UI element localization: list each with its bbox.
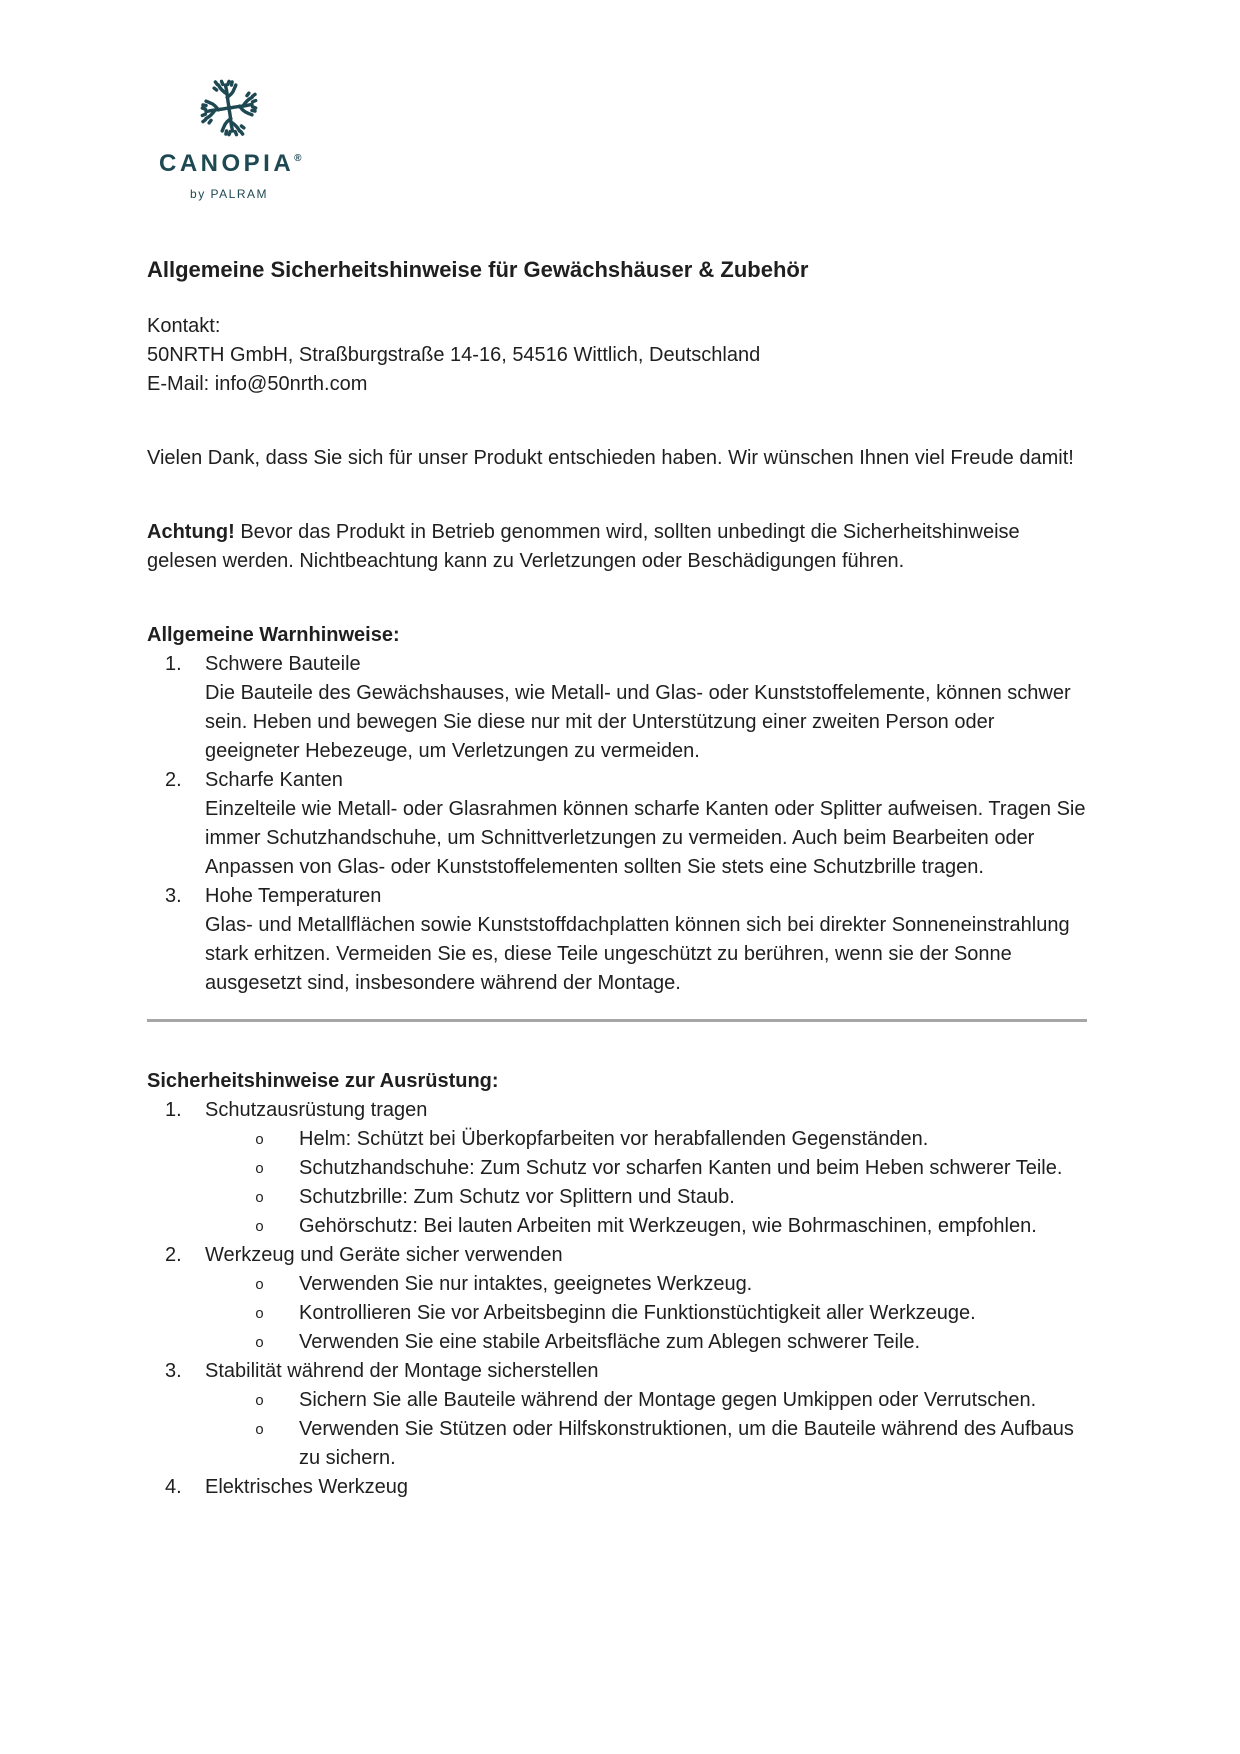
sub-list-item [205,1299,1087,1328]
circle-bullet-icon: o [255,1132,265,1149]
list-item-title: Elektrisches Werkzeug [205,1476,409,1498]
sections [147,621,1087,1502]
list-item-number: 1. [165,653,182,675]
sub-list-item-text: Verwenden Sie Stützen oder Hilfskonstruktionen, um die Bauteile während des Aufbaus zu sichern. [299,1418,1074,1469]
list-item-body: Einzelteile wie Metall- oder Glasrahmen können scharfe Kanten oder Splitter aufweisen. Tragen Sie immer Schutzhandschuhe, um Schnittverletzungen zu vermeiden. Auch beim Bearbeiten oder Anpassen von Glas- oder Kunststoffelementen sollten Sie stets eine Schutzbrille tragen. [205,798,1086,878]
sub-list-item [205,1270,1087,1299]
circle-bullet-icon: o [255,1161,265,1178]
sub-list-item-text: Schutzhandschuhe: Zum Schutz vor scharfen Kanten und beim Heben schwerer Teile. [299,1157,1063,1179]
sub-list-item [205,1154,1087,1183]
list-item-title: Stabilität während der Montage sicherstellen [205,1360,599,1382]
list-item [147,1357,1087,1473]
sub-list-item-text: Schutzbrille: Zum Schutz vor Splittern und Staub. [299,1186,735,1208]
sub-list-item [205,1183,1087,1212]
circle-bullet-icon: o [255,1335,265,1352]
circle-bullet-icon: o [255,1422,265,1439]
warning-label: Achtung! [147,521,235,543]
numbered-list [147,1096,1087,1502]
list-item-number: 4. [165,1476,182,1498]
list-item-number: 3. [165,1360,182,1382]
sub-list-item-text: Verwenden Sie eine stabile Arbeitsfläche zum Ablegen schwerer Teile. [299,1331,921,1353]
sub-list-item [205,1212,1087,1241]
circle-bullet-icon: o [255,1393,265,1410]
section-heading: Allgemeine Warnhinweise: [147,624,400,646]
registered-mark: ® [294,153,302,164]
list-item [147,1096,1087,1241]
contact-email: E-Mail: info@50nrth.com [147,373,368,395]
list-item-title: Schwere Bauteile [205,653,361,675]
list-item [147,650,1087,766]
brand-text: CANOPIA [159,150,295,177]
intro-paragraph: Vielen Dank, dass Sie sich für unser Produkt entschieden haben. Wir wünschen Ihnen viel Freude damit! [147,447,1074,469]
sub-list-item-text: Sichern Sie alle Bauteile während der Montage gegen Umkippen oder Verrutschen. [299,1389,1037,1411]
circle-bullet-icon: o [255,1190,265,1207]
sub-list-item [205,1328,1087,1357]
section-heading: Sicherheitshinweise zur Ausrüstung: [147,1070,499,1092]
list-item-number: 2. [165,1244,182,1266]
sub-list-item [205,1415,1087,1473]
numbered-list [147,650,1087,998]
sub-list-item [205,1386,1087,1415]
list-item-body: Die Bauteile des Gewächshauses, wie Metall- und Glas- oder Kunststoffelemente, können schwer sein. Heben und bewegen Sie diese nur mit der Unterstützung einer zweiten Person oder geeigneter Hebezeuge, um Verletzungen zu vermeiden. [205,682,1071,762]
brand-tagline: by PALRAM [190,187,268,201]
canopia-logo [159,76,302,209]
sub-list-item-text: Kontrollieren Sie vor Arbeitsbeginn die Funktionstüchtigkeit aller Werkzeuge. [299,1302,976,1324]
list-item-title: Hohe Temperaturen [205,885,382,907]
section-divider [147,1019,1087,1022]
list-item-number: 1. [165,1099,182,1121]
sub-list-item-text: Helm: Schützt bei Überkopfarbeiten vor herabfallenden Gegenständen. [299,1128,929,1150]
circle-bullet-icon: o [255,1219,265,1236]
list-item-number: 3. [165,885,182,907]
list-item [147,766,1087,882]
list-item [147,882,1087,998]
warning-paragraph [147,518,1087,576]
list-item-number: 2. [165,769,182,791]
list-item-body: Glas- und Metallflächen sowie Kunststoffdachplatten können sich bei direkter Sonneneinstrahlung stark erhitzen. Vermeiden Sie es, diese Teile ungeschützt zu berühren, wenn sie der Sonne ausgesetzt sind, insbesondere während der Montage. [205,914,1070,994]
canopia-tree-icon [198,76,260,140]
brand-name [159,144,302,178]
list-item-title: Scharfe Kanten [205,769,343,791]
sub-list-item-text: Gehörschutz: Bei lauten Arbeiten mit Werkzeugen, wie Bohrmaschinen, empfohlen. [299,1215,1037,1237]
sub-list-item-text: Verwenden Sie nur intaktes, geeignetes Werkzeug. [299,1273,753,1295]
circle-bullet-icon: o [255,1277,265,1294]
contact-label: Kontakt: [147,315,221,337]
contact-address: 50NRTH GmbH, Straßburgstraße 14-16, 54516 Wittlich, Deutschland [147,344,761,366]
list-item [147,1473,1087,1502]
list-item-title: Schutzausrüstung tragen [205,1099,428,1121]
sub-list-item [205,1125,1087,1154]
circle-bullet-icon: o [255,1306,265,1323]
list-item-title: Werkzeug und Geräte sicher verwenden [205,1244,563,1266]
contact-block [147,312,1087,399]
list-item [147,1241,1087,1357]
page-title: Allgemeine Sicherheitshinweise für Gewächshäuser & Zubehör [147,257,809,282]
warning-text: Bevor das Produkt in Betrieb genommen wird, sollten unbedingt die Sicherheitshinweise gelesen werden. Nichtbeachtung kann zu Verletzungen oder Beschädigungen führen. [147,521,1020,572]
